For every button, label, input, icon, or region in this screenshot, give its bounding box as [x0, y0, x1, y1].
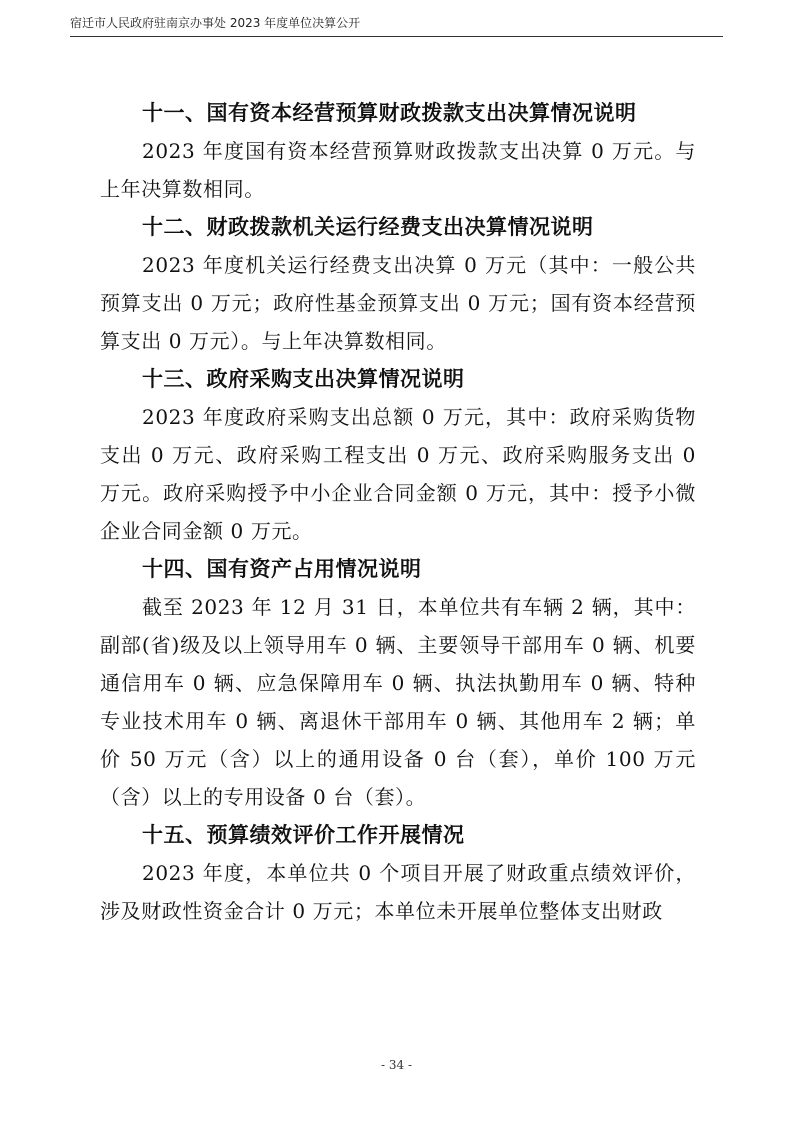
document-body: [100, 94, 696, 930]
header-title: 宿迁市人民政府驻南京办事处 2023 年度单位决算公开: [70, 16, 361, 30]
section-paragraph-15: 2023 年度，本单位共 0 个项目开展了财政重点绩效评价，涉及财政性资金合计 0 万元；本单位未开展单位整体支出财政: [100, 861, 696, 923]
page-header: [70, 12, 723, 37]
section-heading-12: 十二、财政拨款机关运行经费支出决算情况说明: [142, 215, 594, 239]
section-heading-14: 十四、国有资产占用情况说明: [142, 557, 422, 581]
section-heading-11: 十一、国有资本经营预算财政拨款支出决算情况说明: [142, 101, 637, 125]
page-number: - 34 -: [380, 1058, 412, 1072]
section-heading-15: 十五、预算绩效评价工作开展情况: [142, 823, 465, 847]
section-paragraph-12: 2023 年度机关运行经费支出决算 0 万元（其中：一般公共预算支出 0 万元；政府性基金预算支出 0 万元；国有资本经营预算支出 0 万元）。与上年决算数相同。: [100, 253, 696, 353]
section-paragraph-14: 截至 2023 年 12 月 31 日，本单位共有车辆 2 辆，其中：副部(省)级及以上领导用车 0 辆、主要领导干部用车 0 辆、机要通信用车 0 辆、应急保障用车 0 辆、执法执勤用车 0 辆、特种专业技术用车 0 辆、离退休干部用车 0 辆、其他用车 2 辆；单价 50 万元（含）以上的通用设备 0 台（套），单价 100 万元（含）以上的专用设备 0 台（套）。: [100, 595, 696, 809]
section-heading-13: 十三、政府采购支出决算情况说明: [142, 367, 465, 391]
section-paragraph-13: 2023 年度政府采购支出总额 0 万元，其中：政府采购货物支出 0 万元、政府采购工程支出 0 万元、政府采购服务支出 0 万元。政府采购授予中小企业合同金额 0 万元，其中：授予小微企业合同金额 0 万元。: [100, 405, 696, 543]
section-paragraph-11: 2023 年度国有资本经营预算财政拨款支出决算 0 万元。与上年决算数相同。: [100, 139, 696, 201]
